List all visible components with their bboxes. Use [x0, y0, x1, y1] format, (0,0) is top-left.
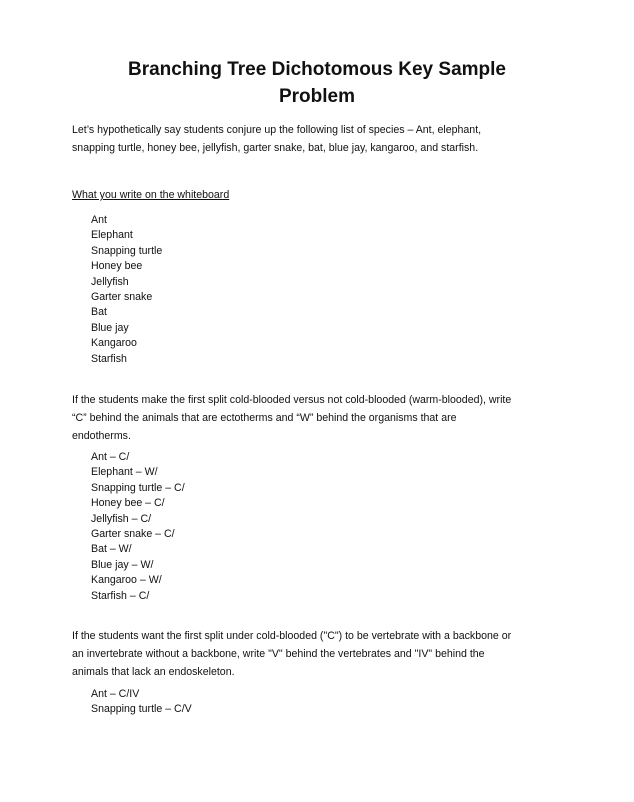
list-item: Ant [91, 214, 107, 226]
list-item: Elephant [91, 229, 133, 242]
split-paragraph-1 [72, 391, 511, 445]
list-item: Bat – W/ [91, 543, 132, 556]
list-item: Starfish [91, 352, 127, 365]
list-item: Kangaroo [91, 337, 137, 350]
species-list-cw [91, 450, 185, 604]
list-item: Snapping turtle [91, 244, 163, 257]
list-item: Bat [91, 306, 107, 319]
list-item: Honey bee – C/ [91, 497, 165, 510]
text-line: If the students make the first split cold-blooded versus not cold-blooded (warm-blooded), write [72, 394, 512, 406]
list-item: Garter snake [91, 290, 153, 303]
list-item: Snapping turtle – C/V [91, 703, 192, 716]
list-item: Blue jay – W/ [91, 558, 154, 571]
species-list [91, 213, 162, 367]
list-item: Honey bee [91, 260, 143, 273]
list-item: Ant – C/IV [91, 688, 140, 700]
list-item: Blue jay [91, 321, 129, 334]
list-item: Elephant – W/ [91, 466, 158, 479]
title-line: Branching Tree Dichotomous Key Sample [128, 59, 506, 80]
text-line: an invertebrate without a backbone, write "V" behind the vertebrates and "IV" behind the [72, 648, 485, 660]
list-item: Jellyfish [91, 275, 129, 288]
text-line: snapping turtle, honey bee, jellyfish, garter snake, bat, blue jay, kangaroo, and starfish. [72, 142, 479, 154]
species-list-vertebrate [91, 687, 192, 718]
list-item: Kangaroo – W/ [91, 574, 162, 587]
text-line: animals that lack an endoskeleton. [72, 666, 235, 678]
intro-paragraph [72, 121, 481, 157]
title-line: Problem [278, 86, 356, 107]
list-item: Starfish – C/ [91, 589, 150, 602]
list-item: Garter snake – C/ [91, 527, 175, 540]
page-title [0, 56, 634, 110]
whiteboard-heading: What you write on the whiteboard [72, 189, 230, 201]
list-item: Snapping turtle – C/ [91, 481, 185, 494]
text-line: If the students want the first split under cold-blooded ("C") to be vertebrate with a backbone or [72, 630, 512, 642]
text-line: endotherms. [72, 430, 131, 442]
split-paragraph-2 [72, 627, 511, 681]
list-item: Ant – C/ [91, 451, 130, 463]
text-line: “C” behind the animals that are ectotherms and “W” behind the organisms that are [72, 412, 457, 424]
list-item: Jellyfish – C/ [91, 512, 152, 525]
text-line: Let’s hypothetically say students conjure up the following list of species – Ant, elephant, [72, 124, 482, 136]
